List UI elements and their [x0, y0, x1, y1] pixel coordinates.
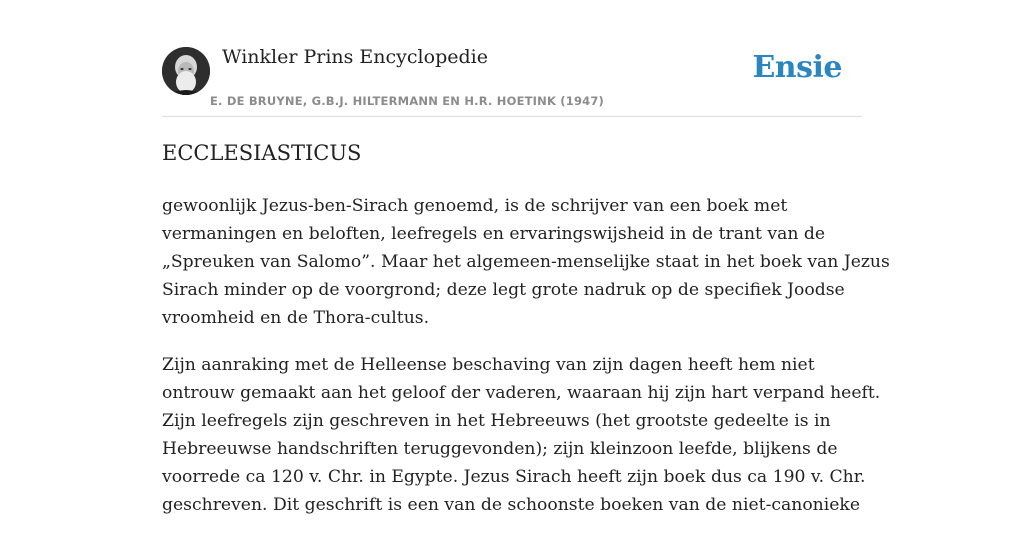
site-title[interactable]: Winkler Prins Encyclopedie [222, 46, 488, 68]
page [162, 0, 890, 515]
text-line: vroomheid en de Thora-cultus. [162, 308, 430, 328]
paragraph-1 [162, 192, 890, 332]
brand-logo[interactable]: Ensie [752, 50, 842, 85]
text-line: Sirach minder op de voorgrond; deze legt grote nadruk op de specifiek Joodse [162, 280, 845, 300]
author-byline: E. DE BRUYNE, G.B.J. HILTERMANN EN H.R. HOETINK (1947) [210, 94, 605, 108]
text-line: gewoonlijk Jezus-ben-Sirach genoemd, is de schrijver van een boek met [162, 196, 788, 216]
text-line: „Spreuken van Salomo”. Maar het algemeen-menselijke staat in het boek van Jezus [162, 252, 890, 272]
author-avatar-icon [162, 47, 210, 95]
paragraph-2 [162, 351, 882, 519]
text-line: voorrede ca 120 v. Chr. in Egypte. Jezus Sirach heeft zijn boek dus ca 190 v. Chr. [162, 467, 866, 487]
header [162, 0, 862, 117]
article-title: ECCLESIASTICUS [162, 141, 362, 165]
text-line: Zijn aanraking met de Helleense beschaving van zijn dagen heeft hem niet [162, 355, 815, 375]
text-line: vermaningen en beloften, leefregels en ervaringswijsheid in de trant van de [162, 224, 826, 244]
text-line: geschreven. Dit geschrift is een van de schoonste boeken van de niet-canonieke [162, 495, 860, 515]
text-line: Hebreeuwse handschriften teruggevonden); zijn kleinzoon leefde, blijkens de [162, 439, 838, 459]
text-line: Zijn leefregels zijn geschreven in het Hebreeuws (het grootste gedeelte is in [162, 411, 831, 431]
article-body [162, 192, 890, 538]
text-line: ontrouw gemaakt aan het geloof der vaderen, waaraan hij zijn hart verpand heeft. [162, 383, 881, 403]
